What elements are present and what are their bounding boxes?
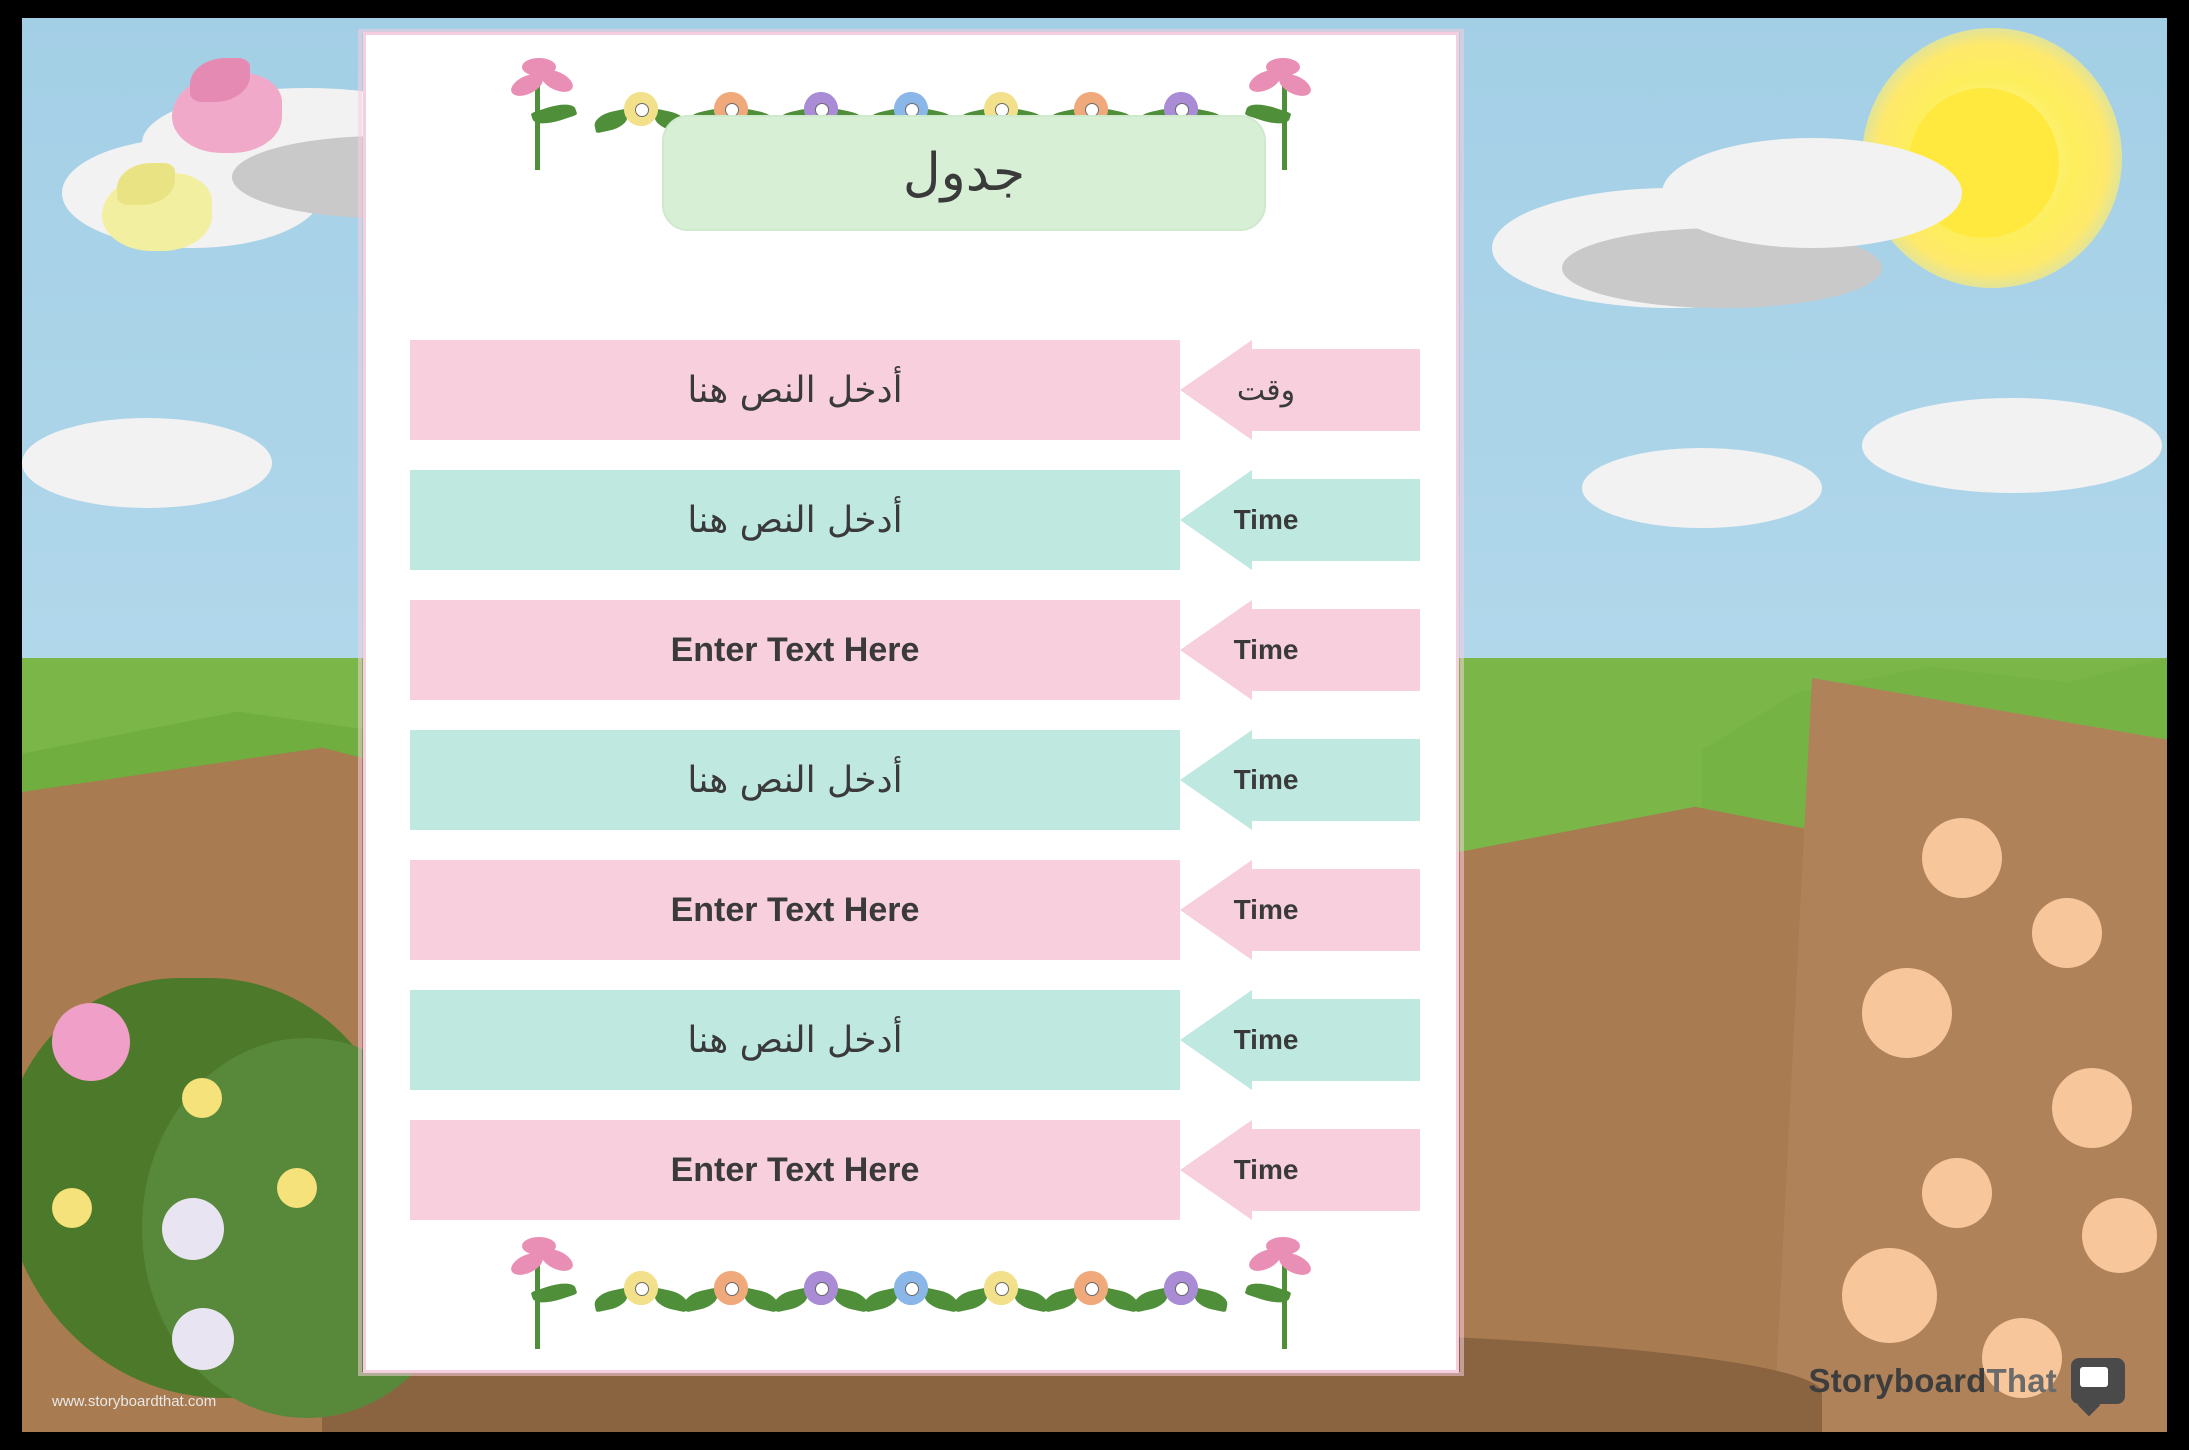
text-field[interactable] xyxy=(410,600,1180,700)
daisy-icon xyxy=(698,1267,764,1317)
watermark-url: www.storyboardthat.com xyxy=(52,1393,217,1410)
row-text: أدخل النص هنا xyxy=(687,1019,903,1061)
time-arrow[interactable] xyxy=(1180,349,1420,431)
field-flower-icon xyxy=(52,1003,130,1081)
table-row xyxy=(410,985,1420,1095)
table-row xyxy=(410,855,1420,965)
time-arrow[interactable] xyxy=(1180,1129,1420,1211)
row-text: أدخل النص هنا xyxy=(687,369,903,411)
worksheet-paper xyxy=(363,32,1459,1373)
row-text: Enter Text Here xyxy=(670,890,920,929)
text-field[interactable] xyxy=(410,340,1180,440)
time-arrow[interactable] xyxy=(1180,739,1420,821)
daisy-icon xyxy=(608,1267,674,1317)
time-arrow[interactable] xyxy=(1180,869,1420,951)
cloud-icon xyxy=(1662,138,1962,248)
time-arrow[interactable] xyxy=(1180,999,1420,1081)
field-flower-icon xyxy=(52,1188,92,1228)
time-label: Time xyxy=(1233,1024,1299,1055)
lily-corner-icon xyxy=(488,54,584,172)
field-flower-icon xyxy=(1922,818,2002,898)
field-flower-icon xyxy=(1862,968,1952,1058)
row-text: Enter Text Here xyxy=(670,630,920,669)
table-row xyxy=(410,725,1420,835)
row-text: Enter Text Here xyxy=(670,1150,920,1189)
text-field[interactable] xyxy=(410,860,1180,960)
daisy-icon xyxy=(1058,1267,1124,1317)
storyboardthat-logo xyxy=(1809,1358,2126,1404)
table-row xyxy=(410,335,1420,445)
text-field[interactable] xyxy=(410,730,1180,830)
field-flower-icon xyxy=(172,1308,234,1370)
speech-bubble-icon xyxy=(2071,1358,2125,1404)
daisy-icon xyxy=(968,1267,1034,1317)
row-text: أدخل النص هنا xyxy=(687,759,903,801)
text-field[interactable] xyxy=(410,990,1180,1090)
flower-border-bottom xyxy=(366,1232,1456,1352)
page-title: جدول xyxy=(902,143,1026,203)
table-row xyxy=(410,1115,1420,1225)
dirt-ground-right xyxy=(1772,678,2167,1432)
logo-text xyxy=(1809,1362,2058,1400)
time-label: Time xyxy=(1233,894,1299,925)
field-flower-icon xyxy=(162,1198,224,1260)
field-flower-icon xyxy=(2032,898,2102,968)
time-label: Time xyxy=(1233,764,1299,795)
table-row xyxy=(410,465,1420,575)
time-arrow[interactable] xyxy=(1180,479,1420,561)
logo-text-primary: Storyboard xyxy=(1808,1362,1987,1399)
logo-text-secondary: That xyxy=(1986,1362,2057,1399)
lily-corner-icon xyxy=(488,1233,584,1351)
field-flower-icon xyxy=(182,1078,222,1118)
field-flower-icon xyxy=(1922,1158,1992,1228)
time-label: Time xyxy=(1233,504,1299,535)
field-flower-icon xyxy=(277,1168,317,1208)
time-label: وقت xyxy=(1236,372,1296,408)
field-flower-icon xyxy=(2082,1198,2157,1273)
time-label: Time xyxy=(1233,634,1299,665)
field-flower-icon xyxy=(1842,1248,1937,1343)
worksheet-title-box[interactable] xyxy=(662,115,1266,231)
cloud-icon xyxy=(1582,448,1822,528)
field-flower-icon xyxy=(2052,1068,2132,1148)
time-arrow[interactable] xyxy=(1180,609,1420,691)
table-row xyxy=(410,595,1420,705)
daisy-icon xyxy=(1148,1267,1214,1317)
daisy-icon xyxy=(878,1267,944,1317)
time-label: Time xyxy=(1233,1154,1299,1185)
text-field[interactable] xyxy=(410,1120,1180,1220)
text-field[interactable] xyxy=(410,470,1180,570)
schedule-rows xyxy=(410,335,1420,1245)
cloud-icon xyxy=(1862,398,2162,493)
daisy-icon xyxy=(788,1267,854,1317)
row-text: أدخل النص هنا xyxy=(687,499,903,541)
lily-corner-icon xyxy=(1238,1233,1334,1351)
cloud-icon xyxy=(22,418,272,508)
